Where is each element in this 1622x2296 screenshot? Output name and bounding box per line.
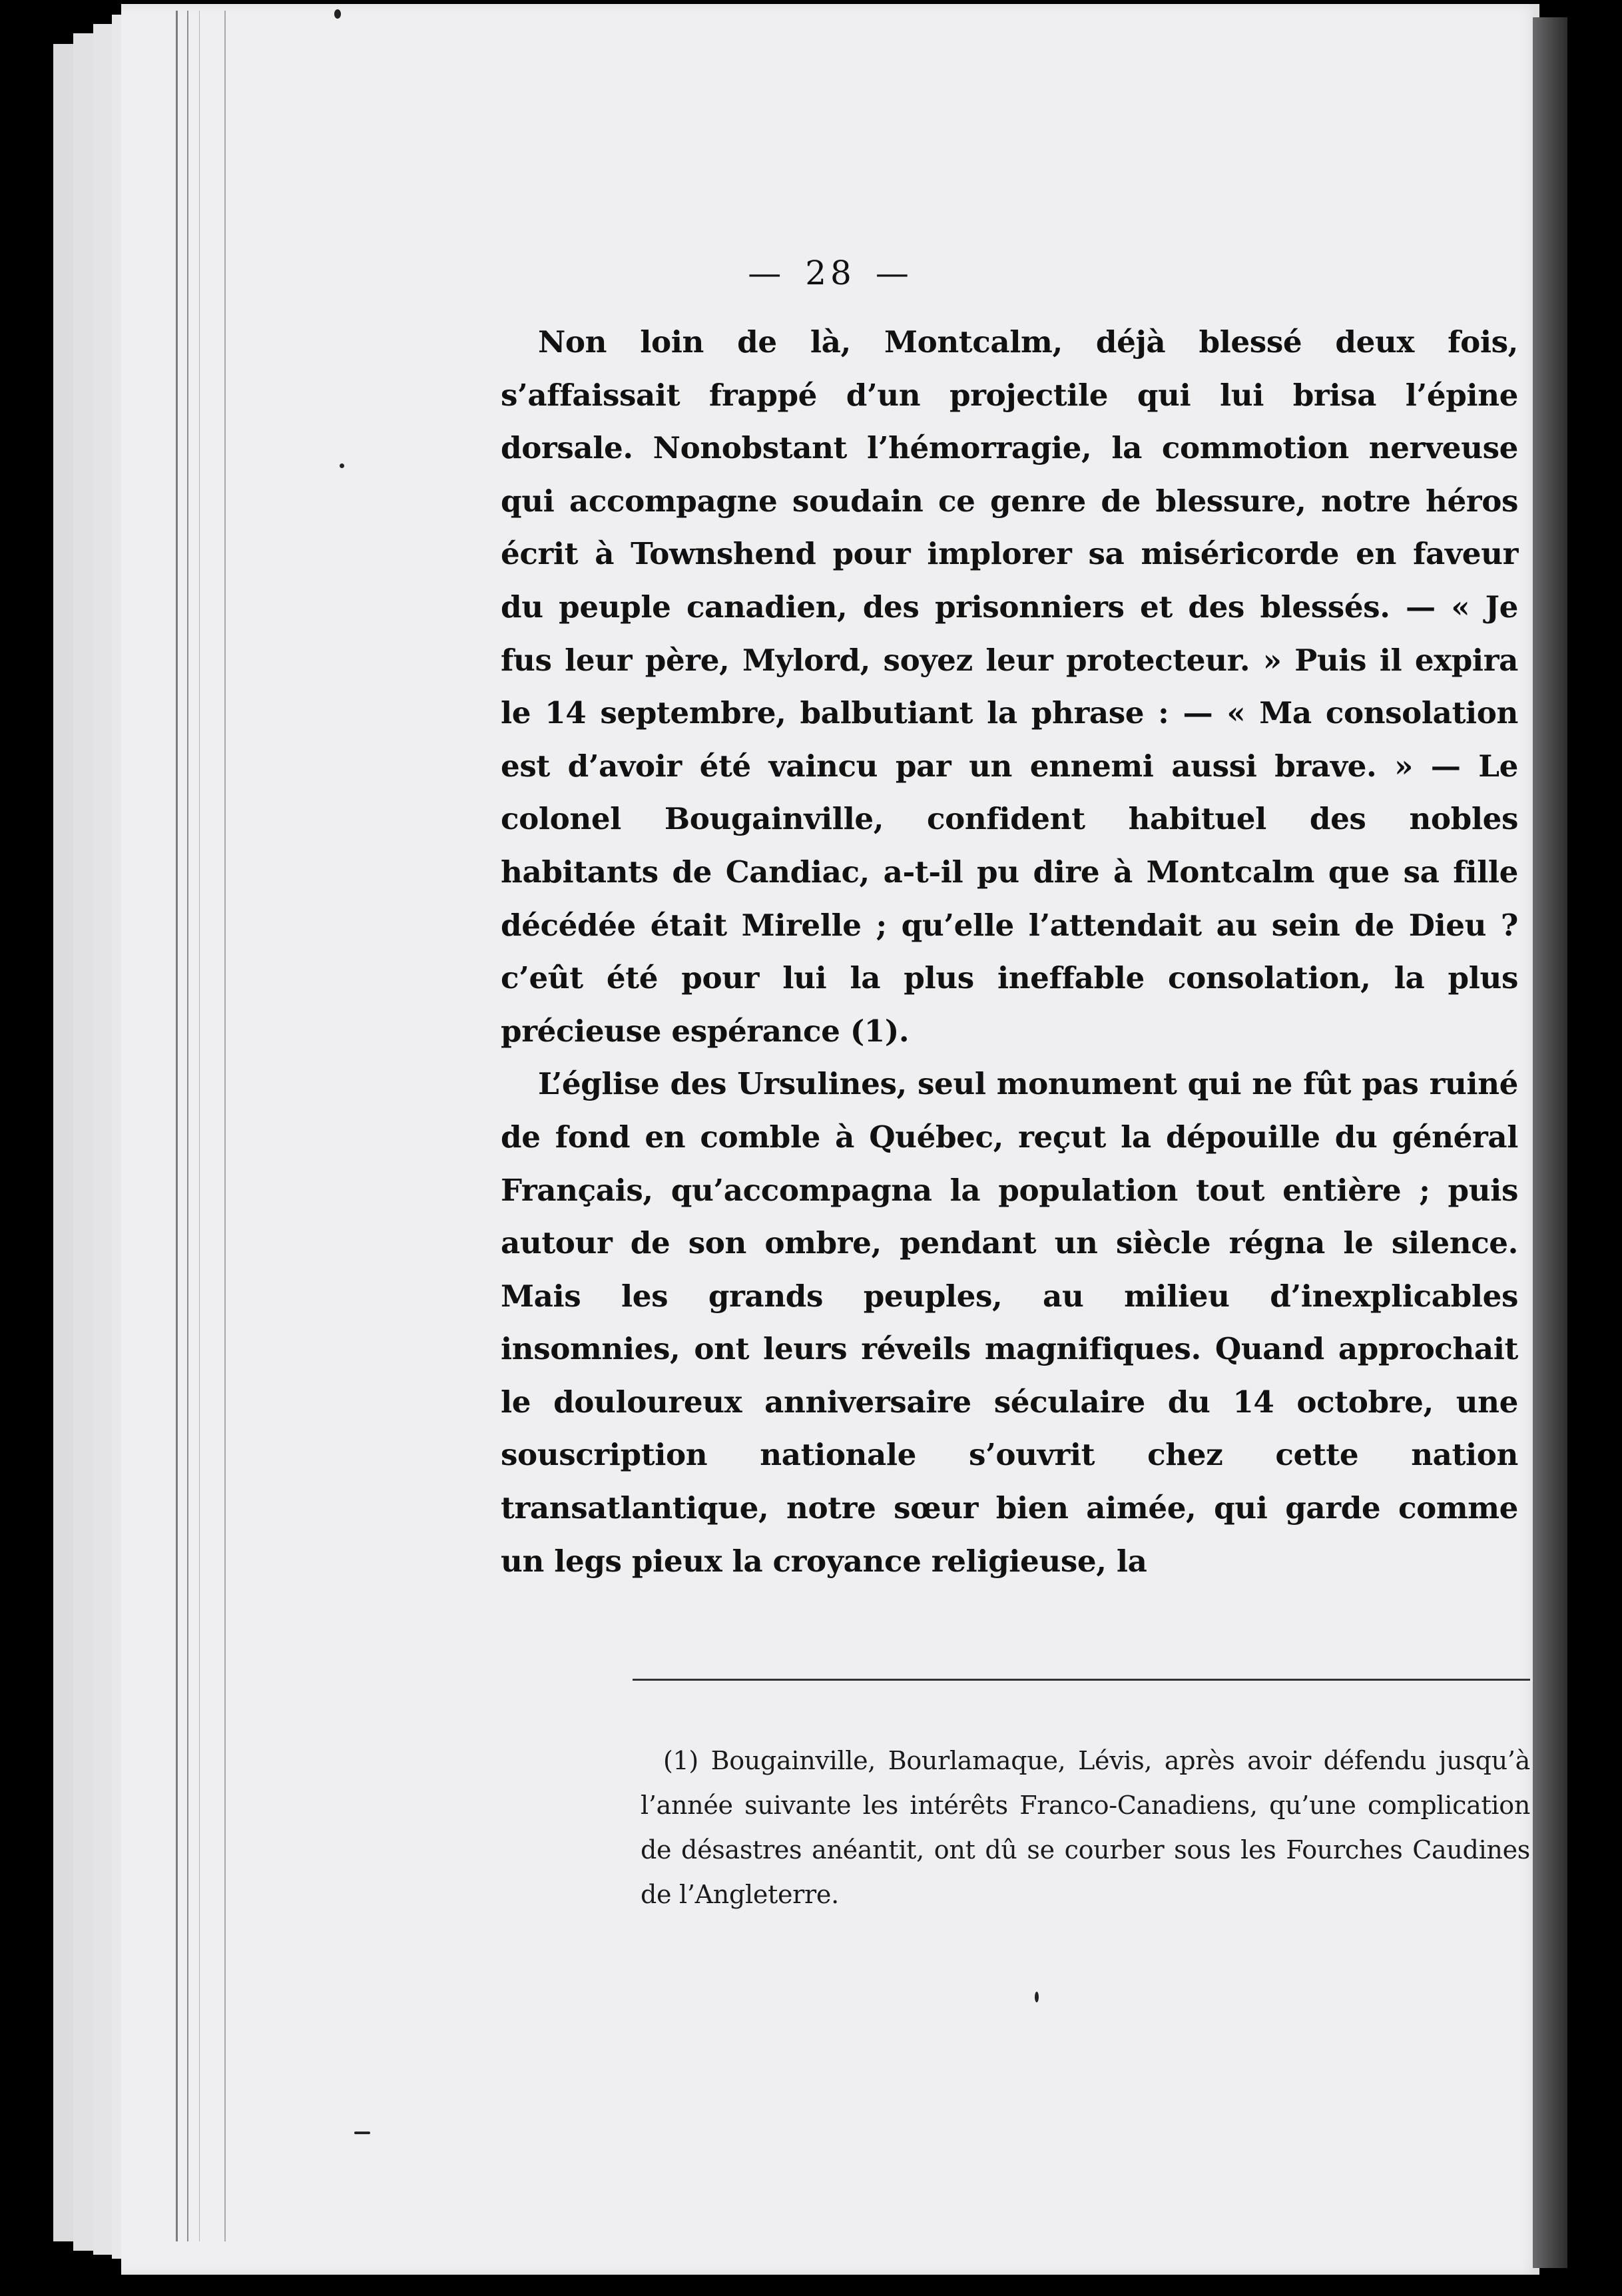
footnote-separator bbox=[633, 1679, 1530, 1681]
page-number: 28 bbox=[805, 254, 856, 292]
footnote: (1) Bougainville, Bourlamaque, Lévis, après avoir défendu jusqu’à l’année suivante les intérêts Franco-Canadiens, qu’une complication de désastres anéantit, ont dû se courber sous les Fourches Caudines de l’Angleterre. bbox=[641, 1746, 1530, 1909]
ink-speck bbox=[354, 2132, 370, 2134]
page-right-edge-shadow bbox=[1533, 17, 1567, 2268]
page-number-header bbox=[121, 254, 1539, 292]
binding-gutter bbox=[176, 11, 226, 2241]
paragraph-ursulines: L’église des Ursulines, seul monument qui ne fût pas ruiné de fond en comble à Québec, reçut la dépouille du général Français, qu’accompagna la population tout entière ; puis autour de son ombre, pendant un siècle régna le silence. Mais les grands peuples, au milieu d’inexplicables insomnies, ont leurs réveils magnifiques. Quand approchait le douloureux anniversaire séculaire du 14 octobre, une souscription nationale s’ouvrit chez cette nation transatlantique, notre sœur bien aimée, qui garde comme un legs pieux la croyance religieuse, la bbox=[501, 1066, 1518, 1579]
folio-dash-left: — bbox=[748, 254, 786, 292]
ink-speck bbox=[1035, 1992, 1039, 2002]
folio-dash-right: — bbox=[875, 254, 913, 292]
book-page bbox=[121, 4, 1539, 2275]
body-text bbox=[501, 316, 1518, 1587]
paragraph-montcalm: Non loin de là, Montcalm, déjà blessé deux fois, s’affaissait frappé d’un projectile qui lui brisa l’épine dorsale. Nonobstant l’hémorragie, la commotion nerveuse qui accompagne soudain ce genre de blessure, notre héros écrit à Townshend pour implorer sa miséricorde en faveur du peuple canadien, des prisonniers et des blessés. — « Je fus leur père, Mylord, soyez leur protecteur. » Puis il expira le 14 septembre, balbutiant la phrase : — « Ma consolation est d’avoir été vaincu par un ennemi aussi brave. » — Le colonel Bougainville, confident habituel des nobles habitants de Candiac, a-t-il pu dire à Montcalm que sa fille décédée était Mirelle ; qu’elle l’attendait au sein de Dieu ? c’eût été pour lui la plus ineffable consolation, la plus précieuse espérance (1). bbox=[501, 324, 1518, 1049]
ink-speck bbox=[340, 463, 344, 468]
ink-speck bbox=[334, 9, 341, 19]
